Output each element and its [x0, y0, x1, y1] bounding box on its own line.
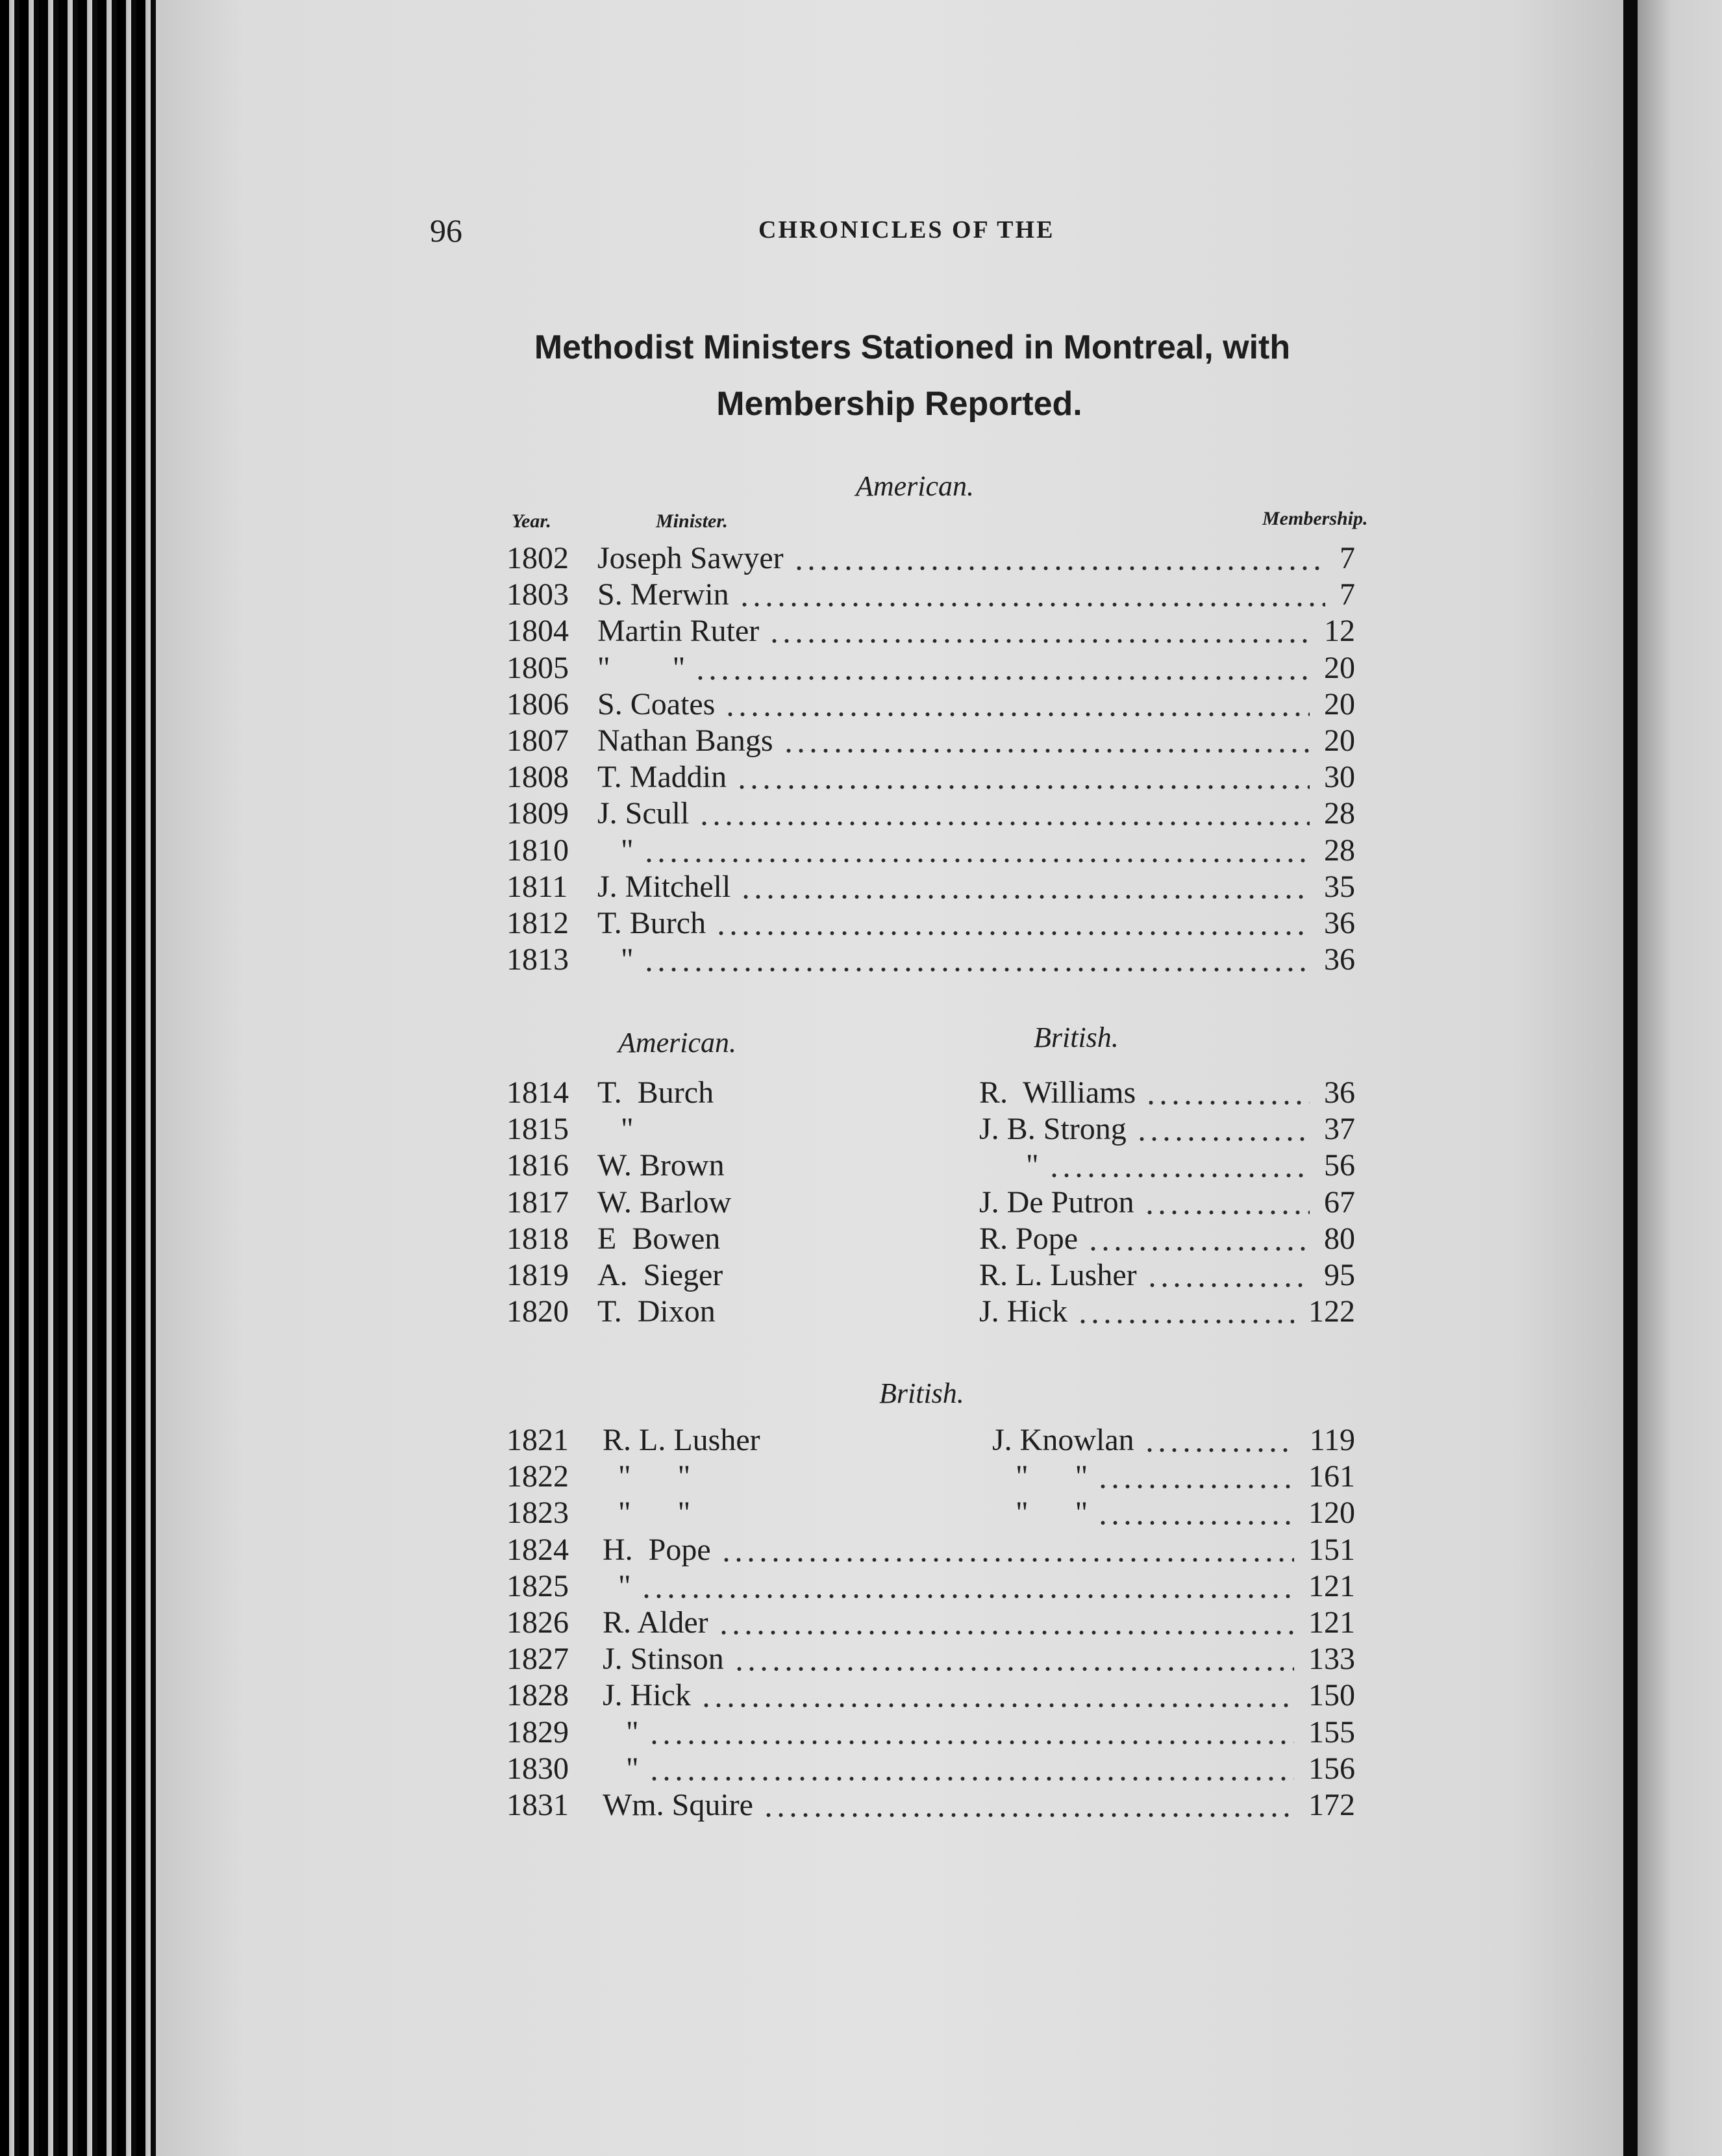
row-membership: 121 — [1308, 1568, 1355, 1603]
leader-dots — [643, 859, 1310, 862]
table-row — [0, 686, 1722, 723]
leader-dots — [720, 1558, 1294, 1562]
table-row — [0, 1532, 1722, 1568]
section-label-american: American. — [856, 470, 975, 502]
row-membership: 67 — [1324, 1185, 1355, 1220]
row-minister: " — [603, 1751, 639, 1786]
row-minister-american: E Bowen — [597, 1221, 721, 1256]
row-minister-american: T. Dixon — [597, 1294, 716, 1329]
row-minister-second: " " — [992, 1459, 1088, 1494]
table-row — [0, 759, 1722, 796]
leader-dots — [1146, 1283, 1310, 1287]
page-title-line-1: Methodist Ministers Stationed in Montreal, with — [534, 329, 1291, 366]
row-year: 1803 — [506, 577, 569, 612]
row-year: 1818 — [506, 1221, 569, 1256]
leader-dots — [1048, 1173, 1310, 1177]
row-year: 1823 — [506, 1496, 569, 1531]
row-minister-british: J. Hick — [979, 1294, 1067, 1329]
row-minister-american: " — [597, 1112, 634, 1147]
row-year: 1809 — [506, 796, 569, 831]
row-membership: 20 — [1324, 650, 1355, 685]
row-membership: 30 — [1324, 760, 1355, 795]
row-membership: 120 — [1308, 1496, 1355, 1531]
leader-dots — [1145, 1101, 1310, 1105]
leader-dots — [715, 931, 1310, 935]
row-membership: 95 — [1324, 1258, 1355, 1292]
row-year: 1812 — [506, 906, 569, 940]
row-minister: J. Scull — [597, 796, 690, 831]
section-label-british-2: British. — [1034, 1022, 1119, 1053]
row-membership: 121 — [1308, 1605, 1355, 1640]
table-row — [0, 650, 1722, 686]
table-row — [0, 942, 1722, 978]
row-membership: 133 — [1308, 1642, 1355, 1677]
row-minister: " " — [603, 1496, 691, 1531]
row-membership: 28 — [1324, 833, 1355, 868]
row-year: 1819 — [506, 1258, 569, 1292]
row-year: 1804 — [506, 614, 569, 649]
row-year: 1815 — [506, 1112, 569, 1147]
table-row — [0, 723, 1722, 759]
leader-dots — [1097, 1521, 1294, 1525]
leader-dots — [736, 785, 1310, 789]
row-minister-british: J. B. Strong — [979, 1112, 1127, 1147]
table-row — [0, 1714, 1722, 1751]
row-minister: " — [603, 1568, 631, 1603]
row-year: 1828 — [506, 1678, 569, 1713]
row-minister: R. L. Lusher — [603, 1423, 760, 1457]
row-minister: " — [603, 1714, 639, 1749]
page-number: 96 — [430, 212, 462, 249]
table-row — [0, 1075, 1722, 1111]
table-row — [0, 1787, 1722, 1824]
row-year: 1808 — [506, 760, 569, 795]
leader-dots — [740, 895, 1310, 899]
row-year: 1831 — [506, 1788, 569, 1822]
row-year: 1825 — [506, 1568, 569, 1603]
table-row — [0, 869, 1722, 905]
leader-dots — [643, 968, 1310, 971]
row-year: 1827 — [506, 1642, 569, 1677]
row-year: 1802 — [506, 541, 569, 575]
row-membership: 36 — [1324, 906, 1355, 940]
row-membership: 36 — [1324, 1075, 1355, 1110]
table-row — [0, 1257, 1722, 1294]
page-title-line-2: Membership Reported. — [716, 385, 1082, 423]
row-minister-second: " " — [992, 1496, 1088, 1531]
table-row — [0, 577, 1722, 613]
row-minister: " " — [603, 1459, 691, 1494]
leader-dots — [782, 749, 1310, 753]
row-minister: " — [597, 833, 634, 868]
row-membership: 119 — [1309, 1423, 1355, 1457]
leader-dots — [1087, 1247, 1310, 1251]
row-minister: J. Stinson — [603, 1642, 724, 1677]
leader-dots — [694, 676, 1310, 680]
row-membership: 151 — [1308, 1532, 1355, 1567]
table-row — [0, 1751, 1722, 1787]
leader-dots — [698, 821, 1310, 825]
row-minister-second: J. Knowlan — [992, 1423, 1134, 1457]
column-header-membership: Membership. — [1262, 508, 1368, 529]
row-year: 1805 — [506, 650, 569, 685]
row-membership: 122 — [1308, 1294, 1355, 1329]
table-row — [0, 905, 1722, 942]
row-minister-american: A. Sieger — [597, 1258, 723, 1292]
table-row — [0, 1677, 1722, 1714]
column-header-year: Year. — [512, 510, 551, 532]
row-membership: 80 — [1324, 1221, 1355, 1256]
row-membership: 20 — [1324, 723, 1355, 758]
row-year: 1821 — [506, 1423, 569, 1457]
leader-dots — [738, 603, 1325, 607]
row-year: 1814 — [506, 1075, 569, 1110]
row-minister-american: W. Brown — [597, 1148, 725, 1183]
row-year: 1824 — [506, 1532, 569, 1567]
row-year: 1811 — [506, 869, 568, 904]
row-minister: J. Hick — [603, 1678, 691, 1713]
row-minister-british: " — [979, 1148, 1039, 1183]
row-minister: S. Coates — [597, 686, 716, 721]
row-membership: 150 — [1308, 1678, 1355, 1713]
table-row — [0, 1422, 1722, 1459]
row-minister: Joseph Sawyer — [597, 541, 784, 575]
row-membership: 35 — [1324, 869, 1355, 904]
row-membership: 156 — [1308, 1751, 1355, 1786]
row-minister: Wm. Squire — [603, 1788, 753, 1822]
row-year: 1817 — [506, 1185, 569, 1220]
leader-dots — [1143, 1210, 1310, 1214]
row-minister: H. Pope — [603, 1532, 711, 1567]
leader-dots — [1143, 1448, 1295, 1452]
leader-dots — [793, 566, 1325, 570]
table-row — [0, 540, 1722, 577]
leader-dots — [640, 1594, 1294, 1598]
section-label-british: British. — [879, 1377, 964, 1409]
table-row — [0, 1641, 1722, 1677]
row-year: 1830 — [506, 1751, 569, 1786]
row-minister-british: R. Williams — [979, 1075, 1136, 1110]
leader-dots — [768, 639, 1310, 643]
row-minister: J. Mitchell — [597, 869, 731, 904]
row-minister: S. Merwin — [597, 577, 729, 612]
row-membership: 161 — [1308, 1459, 1355, 1494]
row-membership: 36 — [1324, 942, 1355, 977]
row-minister: T. Burch — [597, 906, 706, 940]
leader-dots — [648, 1777, 1294, 1781]
section-label-american-2: American. — [618, 1027, 737, 1059]
row-minister-american: W. Barlow — [597, 1185, 732, 1220]
row-year: 1806 — [506, 686, 569, 721]
row-minister: " — [597, 942, 634, 977]
row-membership: 155 — [1308, 1714, 1355, 1749]
row-year: 1820 — [506, 1294, 569, 1329]
leader-dots — [1097, 1485, 1294, 1488]
table-row — [0, 1185, 1722, 1221]
table-row — [0, 1147, 1722, 1184]
row-year: 1829 — [506, 1714, 569, 1749]
row-year: 1822 — [506, 1459, 569, 1494]
row-minister-british: R. Pope — [979, 1221, 1079, 1256]
row-minister: R. Alder — [603, 1605, 708, 1640]
table-row — [0, 613, 1722, 649]
leader-dots — [762, 1813, 1294, 1817]
row-membership: 37 — [1324, 1112, 1355, 1147]
row-minister-american: T. Burch — [597, 1075, 714, 1110]
row-year: 1813 — [506, 942, 569, 977]
row-membership: 20 — [1324, 686, 1355, 721]
row-year: 1816 — [506, 1148, 569, 1183]
row-year: 1826 — [506, 1605, 569, 1640]
table-row — [0, 1459, 1722, 1495]
table-row — [0, 796, 1722, 832]
table-row — [0, 833, 1722, 869]
table-row — [0, 1568, 1722, 1605]
leader-dots — [718, 1631, 1294, 1635]
column-header-minister: Minister. — [656, 510, 728, 532]
row-minister: Martin Ruter — [597, 614, 760, 649]
row-year: 1807 — [506, 723, 569, 758]
row-membership: 7 — [1340, 541, 1355, 575]
leader-dots — [1136, 1137, 1310, 1141]
row-minister-british: R. L. Lusher — [979, 1258, 1137, 1292]
leader-dots — [700, 1703, 1294, 1707]
table-row — [0, 1495, 1722, 1531]
row-year: 1810 — [506, 833, 569, 868]
running-head: CHRONICLES OF THE — [758, 216, 1055, 244]
row-membership: 172 — [1308, 1788, 1355, 1822]
leader-dots — [1077, 1320, 1294, 1323]
row-minister-british: J. De Putron — [979, 1185, 1134, 1220]
row-membership: 12 — [1324, 614, 1355, 649]
table-row — [0, 1221, 1722, 1257]
row-membership: 7 — [1340, 577, 1355, 612]
row-minister: " " — [597, 650, 686, 685]
row-membership: 56 — [1324, 1148, 1355, 1183]
leader-dots — [733, 1667, 1294, 1671]
row-minister: Nathan Bangs — [597, 723, 773, 758]
table-row — [0, 1605, 1722, 1641]
row-membership: 28 — [1324, 796, 1355, 831]
leader-dots — [648, 1740, 1294, 1744]
row-minister: T. Maddin — [597, 760, 727, 795]
table-row — [0, 1294, 1722, 1330]
leader-dots — [724, 712, 1310, 716]
table-row — [0, 1111, 1722, 1147]
